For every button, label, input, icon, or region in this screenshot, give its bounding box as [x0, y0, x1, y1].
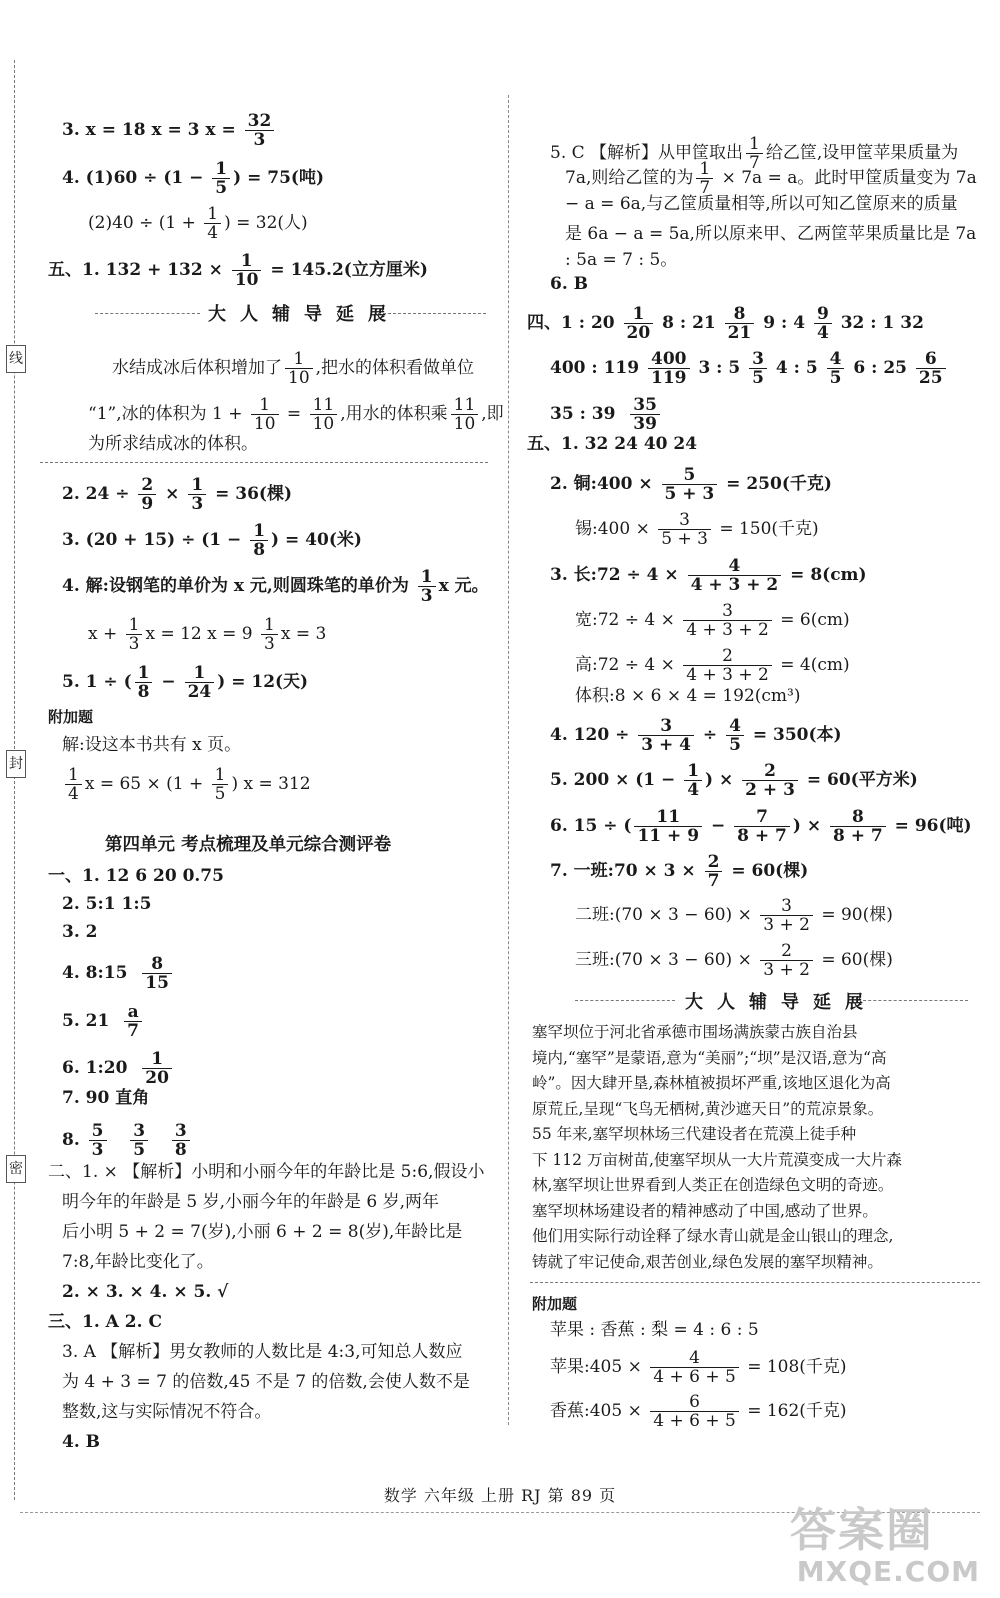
r16: 体积:8 × 6 × 4 = 192(cm³): [575, 686, 801, 706]
r1: 5. C 【解析】从甲筐取出 $\frac{1}{7}$ 给乙筐,设甲筐苹果质量为: [550, 134, 959, 173]
r2-main: 7a,则给乙筐的为 $\frac{1}{7}$ × 7a = a。此时甲筐质量变为 7a: [565, 159, 977, 198]
s2-4: 7:8,年龄比变化了。: [62, 1252, 214, 1272]
q4-eq: x + $\frac{1}{3}$ x = 12 x = 9 $\frac{1}{3}$ x = 3: [88, 615, 327, 654]
binding-line: [14, 60, 15, 1500]
u6: 6. 1:20 $\frac{1}{20}$: [62, 1050, 175, 1087]
ext-line: 境内,“塞罕”是蒙语,意为“美丽”;“坝”是汉语,意为“高: [532, 1048, 887, 1067]
watermark: [790, 1505, 990, 1595]
r22: 三班:(70 × 3 − 60) × $\frac{2}{3 + 2}$ = 60(棵): [575, 941, 893, 980]
left-l2: 4. (1)60 ÷ (1 − $\frac{1}{5}$ ) = 75(吨): [62, 159, 324, 198]
r17: 4. 120 ÷ $\frac{3}{3 + 4}$ ÷ $\frac{4}{5}$ = 350(本): [550, 716, 842, 755]
r15: 高:72 ÷ 4 × $\frac{2}{4 + 3 + 2}$ = 4(cm): [575, 646, 850, 685]
ext-line: 塞罕坝位于河北省承德市围场满族蒙古族自治县: [532, 1023, 858, 1041]
u8: 8. $\frac{5}{3}$ $\frac{3}{5}$ $\frac{3}{8}$: [62, 1122, 193, 1159]
r-ext-bottom-dash: [530, 1282, 980, 1283]
r6: 6. B: [550, 274, 589, 294]
x2: 苹果:405 × $\frac{4}{4 + 6 + 5}$ = 108(千克): [550, 1348, 847, 1387]
ext-bottom-dash: [40, 462, 488, 463]
q4: 4. 解:设钢笔的单价为 x 元,则圆珠笔的单价为 $\frac{1}{3}$ x 元。: [62, 567, 489, 606]
u7: 7. 90 直角: [62, 1088, 150, 1108]
fraction: $\frac{32}{3}$: [245, 112, 275, 149]
r21: 二班:(70 × 3 − 60) × $\frac{3}{3 + 2}$ = 90(棵): [575, 896, 893, 935]
r3: − a = 6a,与乙筐质量相等,所以可知乙筐原来的质量: [565, 194, 958, 214]
ext-p1: 水结成冰后体积增加了 $\frac{1}{10}$ ,把水的体积看做单位: [112, 349, 475, 388]
r9: 35 : 39 $\frac{35}{39}$: [550, 396, 663, 433]
ext-p2: “1”,冰的体积为 1 + $\frac{1}{10}$ = $\frac{11}{10}$ ,用水的体积乘 $\frac{11}{10}$ ,即: [88, 395, 504, 434]
s3-1: 三、1. A 2. C: [48, 1312, 162, 1332]
right-ext-title: 大人辅导延展: [685, 992, 877, 1013]
u1: 一、1. 12 6 20 0.75: [48, 866, 224, 886]
column-divider: [508, 95, 509, 1425]
u3: 3. 2: [62, 922, 98, 942]
s2-5: 2. × 3. × 4. × 5. √: [62, 1282, 229, 1302]
r14: 宽:72 ÷ 4 × $\frac{3}{4 + 3 + 2}$ = 6(cm): [575, 601, 850, 640]
ext-line: 塞罕坝林场建设者的精神感动了中国,感动了世界。: [532, 1201, 878, 1220]
ext-line: 55 年来,塞罕坝林场三代建设者在荒漠上徒手种: [532, 1125, 857, 1143]
binding-mark-seal: 封: [6, 750, 26, 778]
u2: 2. 5:1 1:5: [62, 894, 152, 914]
r-ext-dash-right: [858, 1000, 968, 1001]
binding-mark-secret: 密: [6, 1155, 26, 1183]
q3: 3. (20 + 15) ÷ (1 − $\frac{1}{8}$ ) = 40(米): [62, 521, 362, 560]
ext-p3: 为所求结成冰的体积。: [88, 434, 258, 454]
r12: 锡:400 × $\frac{3}{5 + 3}$ = 150(千克): [575, 510, 819, 549]
r19: 6. 15 ÷ ( $\frac{11}{11 + 9}$ − $\frac{7}{8 + 7}$ ) × $\frac{8}{8 + 7}$ = 96(吨): [550, 807, 972, 846]
q2: 2. 24 ÷ $\frac{2}{9}$ × $\frac{1}{3}$ = 36(棵): [62, 475, 293, 514]
r8: 400 : 119 $\frac{400}{119}$ 3 : 5 $\frac{3}{5}$ 4 : 5 $\frac{4}{5}$ 6 : 25 $\frac{6}{25}$: [550, 350, 949, 387]
u5: 5. 21 $\frac{a}{7}$: [62, 1003, 145, 1040]
watermark-logo: 答案圈: [790, 1503, 934, 1557]
x1: 苹果 : 香蕉 : 梨 = 4 : 6 : 5: [550, 1320, 759, 1340]
u4: 4. 8:15 $\frac{8}{15}$: [62, 955, 175, 992]
s3-5: 4. B: [62, 1432, 101, 1452]
r10: 五、1. 32 24 40 24: [527, 434, 698, 454]
ext-line: 原荒丘,呈现“飞鸟无栖树,黄沙遮天日”的荒凉景象。: [532, 1099, 884, 1118]
unit-title: 第四单元 考点梳理及单元综合测评卷: [105, 835, 392, 855]
left-l1: 3. x = 18 x = 3 x = $\frac{32}{3}$: [62, 112, 277, 149]
r5: : 5a = 7 : 5。: [565, 250, 678, 270]
left-ext-title: 大人辅导延展: [208, 304, 400, 325]
ext-line: 他们用实际行动诠释了绿水青山就是金山银山的理念,: [532, 1227, 894, 1245]
r11: 2. 铜:400 × $\frac{5}{5 + 3}$ = 250(千克): [550, 465, 832, 504]
r-ext-dash-left: [575, 1000, 675, 1001]
q5: 5. 1 ÷ ( $\frac{1}{8}$ − $\frac{1}{24}$ ) = 12(天): [62, 663, 309, 702]
ext-dash-left: [95, 313, 200, 314]
x3: 香蕉:405 × $\frac{6}{4 + 6 + 5}$ = 162(千克): [550, 1392, 847, 1431]
left-l3: (2)40 ÷ (1 + $\frac{1}{4}$ ) = 32(人): [88, 204, 308, 243]
ext-line: 下 112 万亩树苗,使塞罕坝从一大片荒漠变成一大片森: [532, 1150, 902, 1169]
ext-line: 林,塞罕坝让世界看到人类正在创造绿色文明的奇迹。: [532, 1176, 894, 1194]
ext-line: 铸就了牢记使命,艰苦创业,绿色发展的塞罕坝精神。: [532, 1252, 883, 1271]
ext-line: 岭”。因大肆开垦,森林植被损坏严重,该地区退化为高: [532, 1074, 891, 1092]
s2-1: 二、1. × 【解析】小明和小丽今年的年龄比是 5:6,假设小: [48, 1162, 485, 1182]
s3-4: 整数,这与实际情况不符合。: [62, 1402, 272, 1422]
r18: 5. 200 × (1 − $\frac{1}{4}$ ) × $\frac{2}{2 + 3}$ = 60(平方米): [550, 761, 918, 800]
r20: 7. 一班:70 × 3 × $\frac{2}{7}$ = 60(棵): [550, 852, 809, 891]
extra-2: $\frac{1}{4}$ x = 65 × (1 + $\frac{1}{5}$ ) x = 312: [62, 766, 311, 803]
s2-3: 后小明 5 + 2 = 7(岁),小丽 6 + 2 = 8(岁),年龄比是: [62, 1222, 463, 1242]
left-l4: 五、1. 132 + 132 × $\frac{1}{10}$ = 145.2(立方厘米): [48, 251, 428, 290]
extra-1: 解:设这本书共有 x 页。: [62, 735, 242, 755]
ext-dash-right: [378, 313, 486, 314]
left-extra-title: 附加题: [48, 708, 94, 726]
s3-3: 为 4 + 3 = 7 的倍数,45 不是 7 的倍数,会使人数不是: [62, 1372, 470, 1392]
right-ext-paragraph: [532, 1020, 987, 1275]
s3-2: 3. A 【解析】男女教师的人数比是 4:3,可知总人数应: [62, 1342, 463, 1362]
page-footer: 数学 六年级 上册 RJ 第 89 页: [383, 1486, 617, 1505]
watermark-url: MXQE.COM: [796, 1555, 980, 1588]
r4: 是 6a − a = 5a,所以原来甲、乙两筐苹果质量比是 7a: [565, 224, 977, 244]
binding-mark-line: 线: [6, 345, 26, 373]
s2-2: 明今年的年龄是 5 岁,小丽今年的年龄是 6 岁,两年: [62, 1192, 440, 1212]
r13: 3. 长:72 ÷ 4 × $\frac{4}{4 + 3 + 2}$ = 8(cm): [550, 556, 867, 595]
right-extra-title: 附加题: [532, 1295, 578, 1313]
r7: 四、1 : 20 $\frac{1}{20}$ 8 : 21 $\frac{8}{21}$ 9 : 4 $\frac{9}{4}$ 32 : 1 32: [527, 304, 924, 343]
